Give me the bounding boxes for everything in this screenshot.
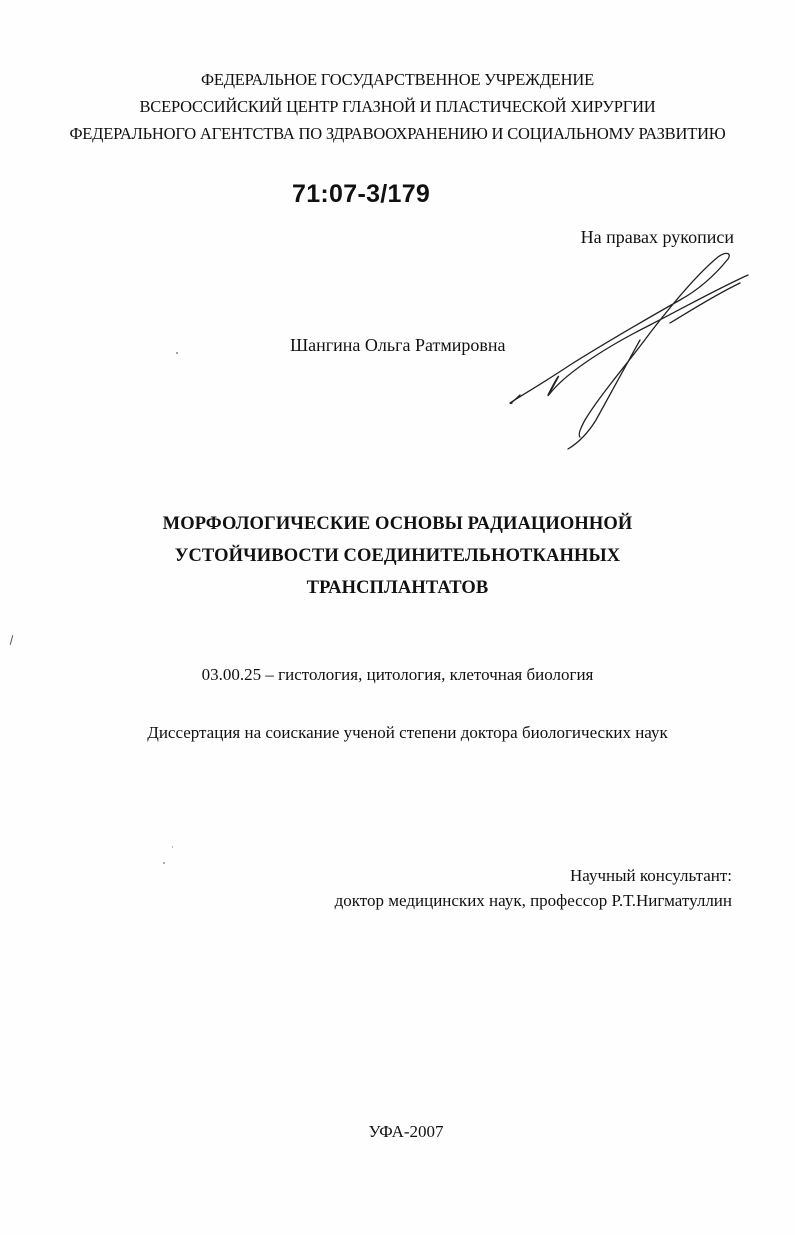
author-name: Шангина Ольга Ратмировна: [290, 335, 506, 355]
consultant-name: доктор медицинских наук, профессор Р.Т.Нигматуллин: [334, 891, 732, 910]
header-line-1: ФЕДЕРАЛЬНОЕ ГОСУДАРСТВЕННОЕ УЧРЕЖДЕНИЕ: [201, 70, 594, 89]
scan-speck: [10, 635, 14, 645]
title-line-3: ТРАНСПЛАНТАТОВ: [306, 578, 489, 598]
signature-stroke-3: [568, 340, 640, 449]
city-year: УФА-2007: [368, 1122, 444, 1141]
header-line-2: ВСЕРОССИЙСКИЙ ЦЕНТР ГЛАЗНОЙ И ПЛАСТИЧЕСКОЙ ХИРУРГИИ: [139, 97, 656, 116]
title-line-1: МОРФОЛОГИЧЕСКИЕ ОСНОВЫ РАДИАЦИОННОЙ: [162, 514, 633, 534]
specialty-code: 03.00.25 – гистология, цитология, клеточная биология: [201, 665, 594, 684]
title-line-2: УСТОЙЧИВОСТИ СОЕДИНИТЕЛЬНОТКАННЫХ: [174, 546, 621, 566]
scan-speck: [163, 862, 165, 864]
rights-note: На правах рукописи: [580, 227, 734, 247]
dissertation-title: [0, 508, 795, 604]
handwritten-signature: [500, 245, 760, 455]
signature-stroke-1: [510, 253, 729, 437]
consultant-label: Научный консультант:: [570, 866, 732, 885]
dissertation-type: Диссертация на соискание ученой степени доктора биологических наук: [147, 723, 668, 742]
scan-speck: [176, 352, 178, 354]
scientific-consultant: [335, 863, 732, 913]
catalog-code: 71:07-3/179: [292, 180, 431, 208]
institution-header: [0, 66, 795, 147]
signature-stroke-4: [670, 283, 740, 323]
scan-speck: [172, 846, 173, 848]
signature-stroke-5: [511, 395, 520, 404]
header-line-3: ФЕДЕРАЛЬНОГО АГЕНТСТВА ПО ЗДРАВООХРАНЕНИЮ И СОЦИАЛЬНОМУ РАЗВИТИЮ: [69, 124, 726, 143]
